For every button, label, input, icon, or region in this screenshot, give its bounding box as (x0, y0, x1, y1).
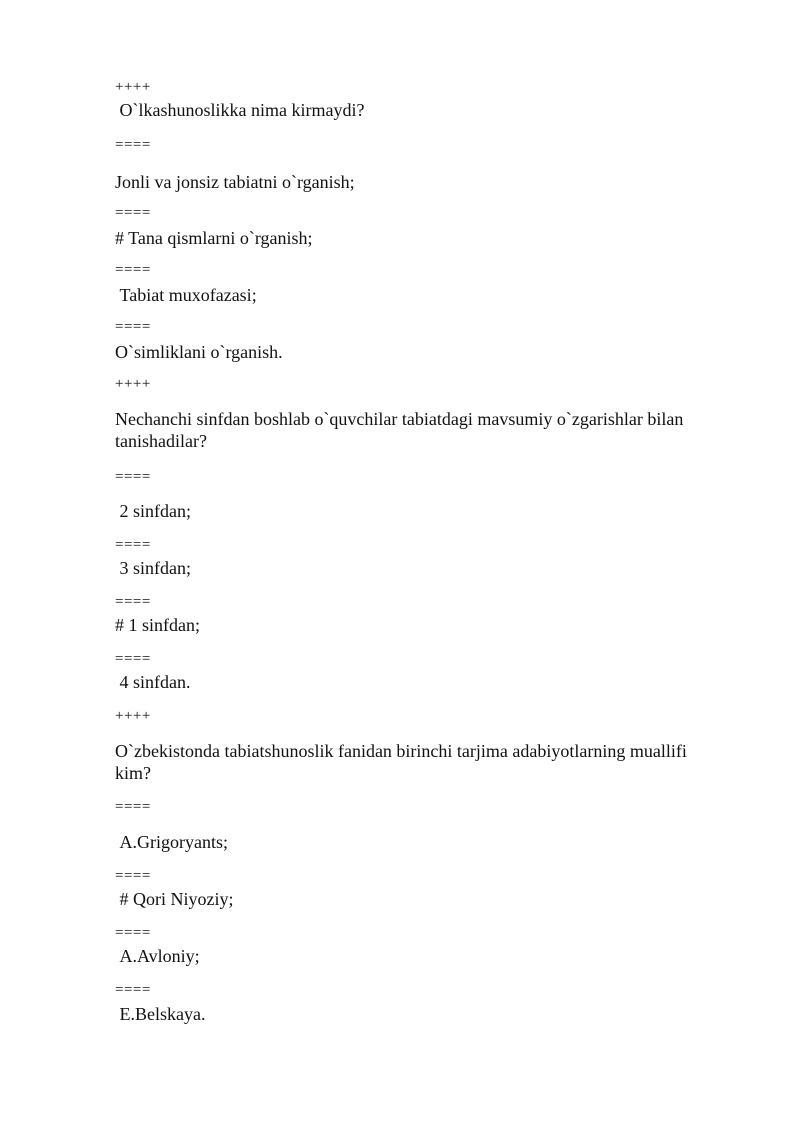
answer-option: 2 sinfdan; (115, 501, 191, 521)
answer-option: 4 sinfdan. (115, 672, 191, 692)
answer-option: A.Avloniy; (115, 946, 200, 966)
option-separator: ==== (115, 982, 151, 998)
option-separator: ==== (115, 319, 151, 335)
answer-option: A.Grigoryants; (115, 832, 228, 852)
answer-option: # 1 sinfdan; (115, 615, 200, 635)
option-separator: ==== (115, 469, 151, 485)
option-separator: ==== (115, 868, 151, 884)
answer-option: Tabiat muxofazasi; (115, 285, 257, 305)
answer-option: E.Belskaya. (115, 1004, 206, 1024)
question-text: O`zbekistonda tabiatshunoslik fanidan birinchi tarjima adabiyotlarning muallifi kim? (115, 741, 692, 783)
answer-option: # Tana qismlarni o`rganish; (115, 228, 313, 248)
answer-option: Jonli va jonsiz tabiatni o`rganish; (115, 172, 355, 192)
option-separator: ==== (115, 651, 151, 667)
question-text: O`lkashunoslikka nima kirmaydi? (115, 100, 365, 120)
answer-option: 3 sinfdan; (115, 558, 191, 578)
question-marker: ++++ (115, 708, 151, 724)
option-separator: ==== (115, 799, 151, 815)
option-separator: ==== (115, 594, 151, 610)
option-separator: ==== (115, 537, 151, 553)
option-separator: ==== (115, 262, 151, 278)
answer-option: O`simliklani o`rganish. (115, 342, 283, 362)
question-marker: ++++ (115, 376, 151, 392)
question-text: Nechanchi sinfdan boshlab o`quvchilar tabiatdagi mavsumiy o`zgarishlar bilan tanishadilar? (115, 409, 688, 451)
question-marker: ++++ (115, 79, 151, 95)
option-separator: ==== (115, 925, 151, 941)
answer-option: # Qori Niyoziy; (115, 889, 234, 909)
option-separator: ==== (115, 205, 151, 221)
option-separator: ==== (115, 137, 151, 153)
